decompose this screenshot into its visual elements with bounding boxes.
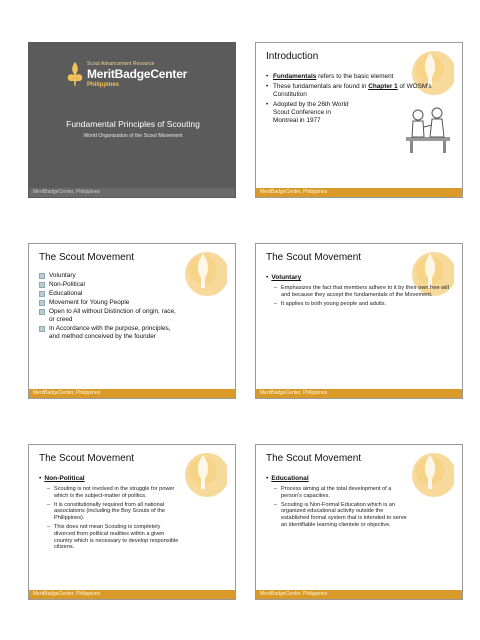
list-item: • Adopted by the 26th World Scout Conference in Montreal in 1977 <box>266 101 349 124</box>
slide-introduction <box>255 42 463 198</box>
fleur-de-lis-icon <box>65 61 85 87</box>
slide-heading: The Scout Movement <box>39 252 135 263</box>
sub-point-list <box>47 486 179 553</box>
slide-non-political <box>28 444 236 600</box>
list-item: Movement for Young People <box>39 299 179 307</box>
main-point: • Educational <box>266 475 309 482</box>
logo-name-text: MeritBadgeCenter <box>87 67 188 81</box>
list-item: In Accordance with the purpose, principles, and method conceived by the founder <box>39 325 179 340</box>
slide-educational <box>255 444 463 600</box>
scouts-illustration-icon <box>404 103 452 155</box>
slide-scout-movement-overview <box>28 243 236 399</box>
slide-footer: MeritBadgeCenter, Philippines <box>256 389 462 398</box>
bullet-list <box>39 272 179 342</box>
sub-point-list <box>274 285 452 309</box>
slide-footer: MeritBadgeCenter, Philippines <box>256 188 462 197</box>
slide-footer: MeritBadgeCenter, Philippines <box>29 389 235 398</box>
sub-point-list <box>274 486 410 531</box>
list-item: • Fundamentals refers to the basic element <box>266 73 394 80</box>
fleur-de-lis-watermark-icon <box>179 248 227 308</box>
logo-resource-text: Scout Advancement Resource <box>87 61 155 67</box>
logo-country-text: Philippines <box>87 82 120 88</box>
slide-footer: MeritBadgeCenter, Philippines <box>29 590 235 599</box>
list-item: – Process aiming at the total development of a person's capacities. <box>274 486 392 499</box>
slide-footer: MeritBadgeCenter, Philippines <box>29 188 235 197</box>
list-item: – This does not mean Scouting is completely divorced from political realities within a given country which is necessary to develop responsible citizens. <box>47 523 179 551</box>
slide-footer: MeritBadgeCenter, Philippines <box>256 590 462 599</box>
list-item: Educational <box>39 290 179 298</box>
list-item: – It applies to both young people and adults. <box>274 300 387 307</box>
slide-heading: The Scout Movement <box>266 453 362 464</box>
list-item: – Emphasizes the fact that members adhere to it by their own free will and because they accept the fundamentals of the Movement. <box>274 285 449 298</box>
presentation-title: Fundamental Principles of Scouting <box>66 119 200 129</box>
list-item: – It is constitutionally required from all national associations (including the Boy Scouts of the Philippines). <box>47 501 166 522</box>
main-point: • Voluntary <box>266 274 302 281</box>
slide-heading: The Scout Movement <box>39 453 135 464</box>
slide-title <box>28 42 236 198</box>
slide-voluntary <box>255 243 463 399</box>
list-item: – Scouting is Non-Formal Education which is an organized educational activity outside the established formal system that is intended to serve an identifiable learning clientele or objective. <box>274 501 407 528</box>
meritbadgecenter-logo <box>65 57 195 97</box>
list-item: Voluntary <box>39 272 179 280</box>
slide-heading: Introduction <box>266 51 319 62</box>
presentation-subtitle: World Organization of the Scout Movement <box>83 133 183 139</box>
list-item: Non-Political <box>39 281 179 289</box>
slide-heading: The Scout Movement <box>266 252 362 263</box>
main-point: • Non-Political <box>39 475 85 482</box>
list-item: • These fundamentals are found in Chapter 1 of WOSM's Constitution <box>266 83 432 98</box>
list-item: Open to All without Distinction of origin, race, or creed <box>39 308 179 323</box>
list-item: – Scouting is not involved in the struggle for power which is the subject-matter of politics. <box>47 486 175 499</box>
